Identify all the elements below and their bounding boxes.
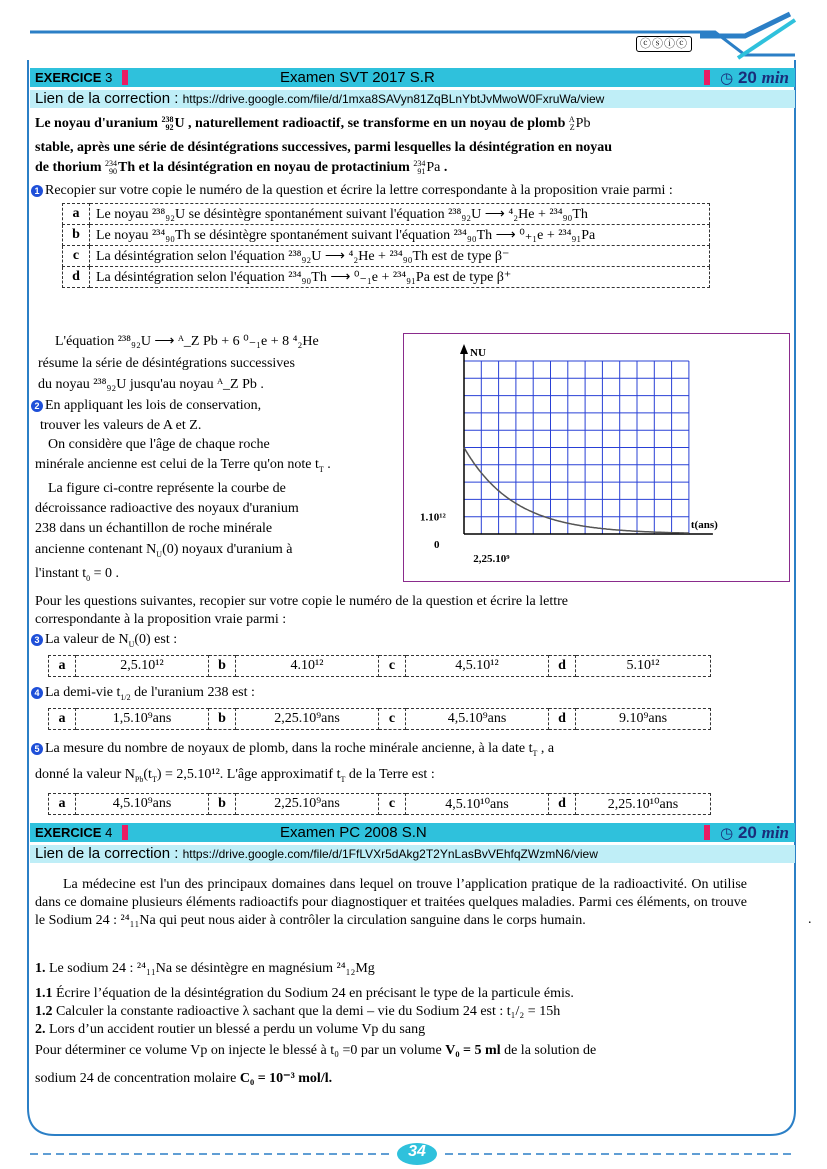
accent-bar	[122, 825, 128, 840]
y-axis-arrow	[460, 344, 468, 354]
option-key: a	[63, 204, 90, 225]
question-2a: 2 En appliquant les lois de conservation,	[31, 398, 261, 414]
figure-text-3: 238 dans un échantillon de roche minérale	[35, 521, 273, 536]
age-line-1: On considère que l'âge de chaque roche	[48, 437, 270, 452]
option-value: 2,25.10⁹ans	[236, 709, 379, 730]
correction-link-bar	[30, 90, 795, 108]
option-row	[63, 267, 710, 288]
option-text: La désintégration selon l'équation ²³⁴₉₀Th ⟶ ⁰₋₁e + ²³⁴₉₁Pa est de type β⁺	[90, 267, 710, 288]
age-line-2: minérale ancienne est celui de la Terre qu'on note $t_T$ .	[35, 457, 331, 474]
option-key: a	[49, 709, 76, 730]
correction-link-label: Lien de la correction :	[35, 845, 183, 862]
exercise-4-header	[30, 823, 795, 842]
option-value: 2,5.10¹²	[76, 656, 209, 677]
option-value: 4.10¹²	[236, 656, 379, 677]
intro-line-2: stable, après une série de désintégrations successives, parmi lesquelles la désintégration en noyau	[35, 140, 613, 155]
option-key: a	[49, 656, 76, 677]
equation-line-3: du noyau ²³⁸₉₂U jusqu'au noyau ᴬ_Z Pb .	[38, 377, 264, 392]
accent-bar	[704, 825, 710, 840]
decay-chart-frame	[403, 333, 790, 582]
decay-curve	[464, 448, 689, 534]
exercise-time: ◷ 20 min	[720, 823, 789, 842]
x-tick-label: 2,25.10⁹	[473, 553, 510, 565]
intro-line-3: de thorium 234 90 Th et la désintégration en noyau de protactinium 234 91 Pa .	[35, 159, 448, 176]
option-key: b	[209, 656, 236, 677]
exercise-time: ◷ 20 min	[720, 68, 789, 87]
option-key: b	[209, 794, 236, 815]
number-3-icon: 3	[31, 634, 43, 646]
ex4-part-2: 2. Lors d’un accident routier un blessé a perdu un volume Vp du sang	[35, 1022, 426, 1037]
intro-line-1: Le noyau d'uranium 238 92 U , naturellement radioactif, se transforme en un noyau de plomb A Z Pb	[35, 115, 591, 132]
y-axis-label: NU	[470, 347, 486, 359]
question-2b: trouver les valeurs de A et Z.	[40, 418, 202, 433]
exercise-label: EXERCICE 3	[35, 70, 113, 85]
question-5b: donné la valeur $N_{Pb}(t_T) = 2,5.10^{12}$. L'âge approximatif $t_T$ de la Terre est :	[35, 767, 435, 784]
question-5a: 5 La mesure du nombre de noyaux de plomb, dans la roche minérale ancienne, à la date $t_T$ , a	[31, 741, 554, 757]
ex4-intro-paragraph: La médecine est l'un des principaux domaines dans lequel on trouve l’application pratique de la radioactivité. On utilise dans ce domaine plusieurs éléments radioactifs pour diagnostiquer et traitées quelques maladies. Parmi ces éléments, on trouve le Sodium 24 : ²⁴₁₁Na qui peut nous aider à contrôler la circulation sanguine dans le corps humain.	[35, 877, 747, 928]
question-4: 4 La demi-vie $t_{1/2}$ de l'uranium 238 est :	[31, 685, 255, 701]
option-key: d	[549, 656, 576, 677]
option-value: 4,5.10¹⁰ans	[406, 794, 549, 815]
question-4-options	[48, 708, 711, 730]
option-text: Le noyau ²³⁴₉₀Th se désintègre spontanément suivant l'équation ²³⁴₉₀Th ⟶ ⁰₊₁e + ²³⁴₉₁Pa	[90, 225, 710, 246]
option-key: d	[63, 267, 90, 288]
correction-link[interactable]: https://drive.google.com/file/d/1FfLVXr5dAkg2T2YnLasBvVEhfqZWzmN6/view	[182, 847, 598, 861]
figure-text-1: La figure ci-contre représente la courbe de	[48, 481, 286, 496]
correction-link[interactable]: https://drive.google.com/file/d/1mxa8SAVyn81ZqBLnYbtJvMwoW0FxruWa/view	[182, 92, 605, 106]
exercise-title: Examen SVT 2017 S.R	[280, 69, 435, 86]
option-key: a	[49, 794, 76, 815]
option-text: Le noyau ²³⁸₉₂U se désintègre spontanément suivant l'équation ²³⁸₉₂U ⟶ ⁴₂He + ²³⁴₉₀Th	[90, 204, 710, 225]
instructions-line-2: correspondante à la proposition vraie parmi :	[35, 612, 287, 627]
exercise-label: EXERCICE 4	[35, 825, 113, 840]
x-axis-label: t(ans)	[690, 519, 718, 531]
option-value: 9.10⁹ans	[576, 709, 711, 730]
figure-text-2: décroissance radioactive des noyaux d'uranium	[35, 501, 299, 516]
cc-icon: ⓒⓢⓘⓒ	[640, 38, 688, 50]
correction-link-bar	[30, 845, 795, 863]
y-tick-label: 1.10¹²	[420, 511, 446, 524]
option-value: 4,5.10¹²	[406, 656, 549, 677]
instructions-line-1: Pour les questions suivantes, recopier sur votre copie le numéro de la question et écrire la lettre	[35, 594, 568, 609]
question-3: 3 La valeur de $N_U(0)$ est :	[31, 632, 177, 648]
option-row	[49, 794, 711, 815]
clock-icon: ◷	[720, 70, 734, 87]
question-3-options	[48, 655, 711, 677]
option-row	[63, 225, 710, 246]
number-2-icon: 2	[31, 400, 43, 412]
correction-link-label: Lien de la correction :	[35, 90, 183, 107]
question-1: 1 Recopier sur votre copie le numéro de la question et écrire la lettre correspondante à la proposition vraie parmi :	[31, 183, 673, 199]
number-1-icon: 1	[31, 185, 43, 197]
equation-line: L'équation ²³⁸₉₂U ⟶ ᴬ_Z Pb + 6 ⁰₋₁e + 8 ⁴₂He	[55, 334, 319, 349]
question-1-options	[62, 203, 710, 288]
option-key: c	[379, 794, 406, 815]
accent-bar	[122, 70, 128, 85]
number-5-icon: 5	[31, 743, 43, 755]
option-key: c	[379, 656, 406, 677]
ex4-part-1: 1. Le sodium 24 : ²⁴₁₁Na se désintègre en magnésium ²⁴₁₂Mg	[35, 961, 375, 976]
page-number: 34	[408, 1143, 426, 1160]
figure-text-4: ancienne contenant $N_U(0)$ noyaux d'uranium à	[35, 542, 293, 559]
option-value: 5.10¹²	[576, 656, 711, 677]
option-key: b	[63, 225, 90, 246]
number-4-icon: 4	[31, 687, 43, 699]
stray-dot: .	[808, 912, 812, 927]
accent-bar	[704, 70, 710, 85]
decay-chart	[404, 334, 789, 581]
ex4-text-3: Pour déterminer ce volume Vp on injecte le blessé à t₀ =0 par un volume V₀ = 5 ml de la solution de	[35, 1043, 597, 1058]
option-value: 4,5.10⁹ans	[76, 794, 209, 815]
ex4-text-4: sodium 24 de concentration molaire C₀ = 10⁻³ mol/l.	[35, 1071, 333, 1086]
exercise-3-header	[30, 68, 795, 87]
exercise-title: Examen PC 2008 S.N	[280, 824, 427, 841]
option-text: La désintégration selon l'équation ²³⁸₉₂U ⟶ ⁴₂He + ²³⁴₉₀Th est de type β⁻	[90, 246, 710, 267]
origin-label: 0	[434, 539, 440, 551]
option-value: 2,25.10¹⁰ans	[576, 794, 711, 815]
option-row	[63, 246, 710, 267]
option-row	[49, 656, 711, 677]
question-5-options	[48, 793, 711, 815]
option-key: b	[209, 709, 236, 730]
ex4-part-1-2: 1.2 Calculer la constante radioactive λ sachant que la demi – vie du Sodium 24 est : t₁/₂ = 15h	[35, 1004, 561, 1019]
option-key: c	[379, 709, 406, 730]
option-row	[49, 709, 711, 730]
option-value: 4,5.10⁹ans	[406, 709, 549, 730]
option-key: d	[549, 709, 576, 730]
option-value: 2,25.10⁹ans	[236, 794, 379, 815]
clock-icon: ◷	[720, 825, 734, 842]
option-value: 1,5.10⁹ans	[76, 709, 209, 730]
ex4-part-1-1: 1.1 Écrire l’équation de la désintégration du Sodium 24 en précisant le type de la particule émis.	[35, 986, 574, 1001]
equation-line-2: résume la série de désintégrations successives	[38, 356, 295, 371]
option-key: c	[63, 246, 90, 267]
option-key: d	[549, 794, 576, 815]
option-row	[63, 204, 710, 225]
figure-text-5: l'instant $t_0 = 0$ .	[35, 566, 120, 583]
